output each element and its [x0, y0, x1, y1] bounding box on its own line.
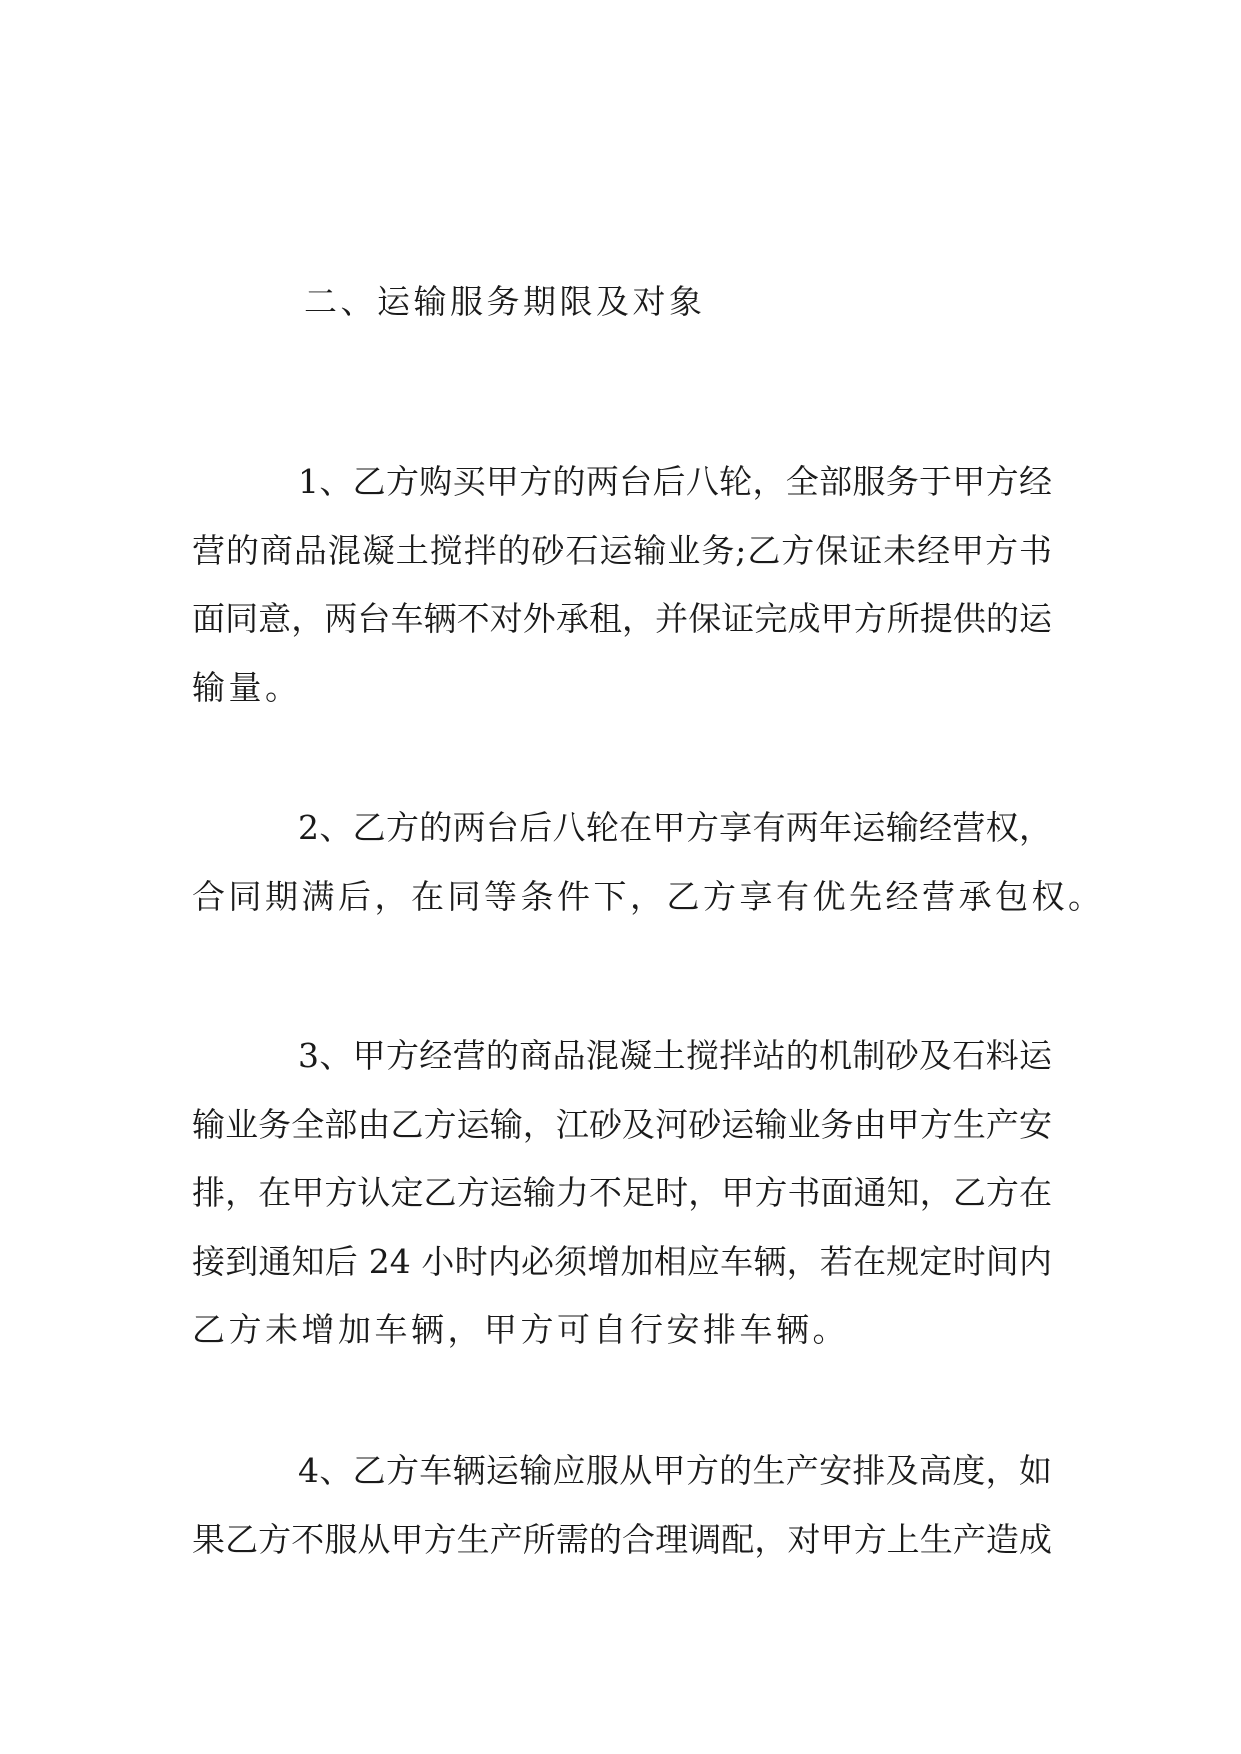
paragraph-line: 果乙方不服从甲方生产所需的合理调配，对甲方上生产造成 [192, 1519, 1052, 1559]
paragraph-line: 3、甲方经营的商品混凝土搅拌站的机制砂及石料运 [298, 1036, 1052, 1075]
paragraph-line: 接到通知后 24 小时内必须增加相应车辆，若在规定时间内 [192, 1241, 1052, 1281]
paragraph-line: 1、乙方购买甲方的两台后八轮，全部服务于甲方经 [298, 462, 1052, 501]
paragraph-line: 输业务全部由乙方运输，江砂及河砂运输业务由甲方生产安 [192, 1104, 1052, 1144]
paragraph-line: 4、乙方车辆运输应服从甲方的生产安排及高度，如 [298, 1451, 1052, 1490]
paragraph-line: 乙方未增加车辆，甲方可自行安排车辆。 [192, 1310, 849, 1349]
paragraph-4 [192, 1437, 1052, 1574]
paragraph-line: 面同意，两台车辆不对外承租，并保证完成甲方所提供的运 [192, 599, 1052, 638]
paragraph-3 [192, 1022, 1052, 1365]
paragraph-line: 营的商品混凝土搅拌的砂石运输业务;乙方保证未经甲方书 [192, 530, 1052, 570]
paragraph-line: 输量。 [192, 667, 302, 707]
paragraph-line: 2、乙方的两台后八轮在甲方享有两年运输经营权， [298, 808, 1052, 847]
paragraph-line: 排，在甲方认定乙方运输力不足时，甲方书面通知，乙方在 [192, 1173, 1052, 1212]
paragraph-line: 合同期满后，在同等条件下，乙方享有优先经营承包权。 [192, 876, 1105, 916]
paragraph-2 [192, 794, 1105, 931]
section-heading: 二、运输服务期限及对象 [304, 282, 706, 321]
paragraph-1 [192, 448, 1052, 722]
